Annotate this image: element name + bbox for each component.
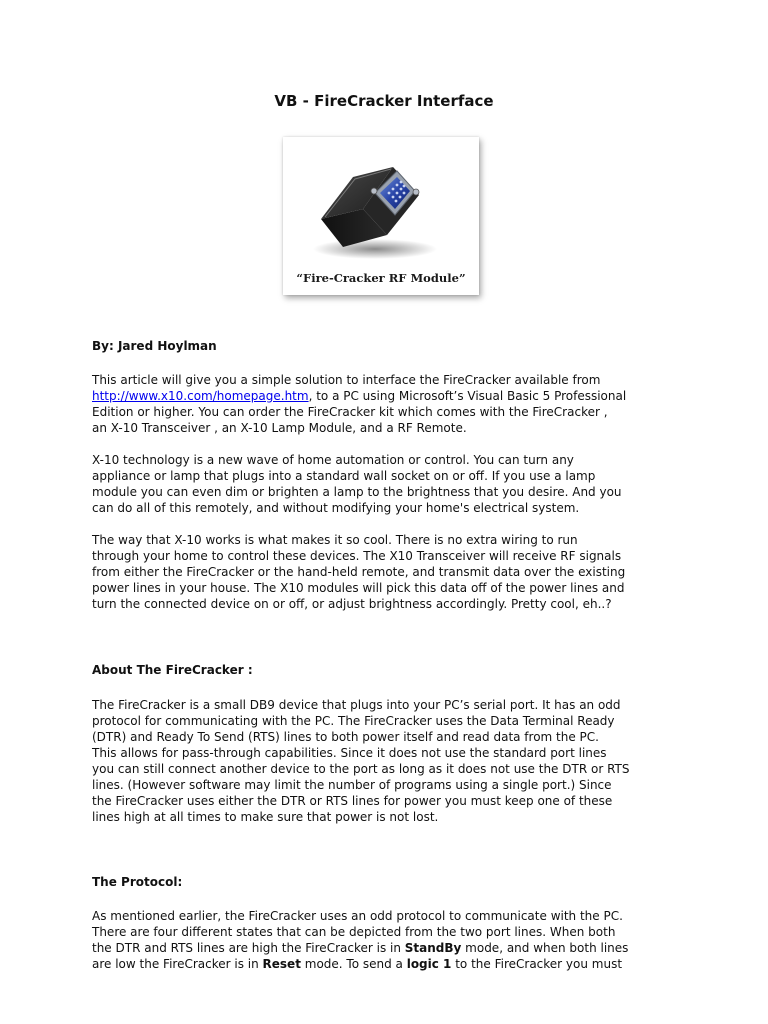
intro-paragraph	[92, 372, 692, 436]
intro-line-rest: , to a PC using Microsoft’s Visual Basic 5 Professional	[308, 389, 627, 403]
paragraph-line: the FireCracker uses either the DTR or RTS lines for power you must keep one of these	[92, 794, 613, 808]
paragraph-line: (DTR) and Ready To Send (RTS) lines to both power itself and read data from the PC.	[92, 730, 599, 744]
paragraph-line: you can still connect another device to the port as long as it does not use the DTR or RTS	[92, 762, 630, 776]
text-run: mode. To send a	[300, 957, 407, 971]
paragraph-line: from either the FireCracker or the hand-held remote, and transmit data over the existing	[92, 565, 626, 579]
about-paragraph	[92, 697, 692, 825]
intro-line-with-link	[92, 388, 692, 404]
author-byline: By: Jared Hoylman	[92, 339, 217, 353]
text-run: mode, and when both lines	[461, 941, 629, 955]
paragraph-line: power lines in your house. The X10 modules will pick this data off of the power lines and	[92, 581, 625, 595]
protocol-paragraph	[92, 908, 692, 972]
paragraph-line: lines high at all times to make sure that power is not lost.	[92, 810, 439, 824]
paragraph-line	[92, 940, 692, 956]
intro-line: Edition or higher. You can order the FireCracker kit which comes with the FireCracker ,	[92, 405, 608, 419]
text-run: to the FireCracker you must	[451, 957, 623, 971]
protocol-heading: The Protocol:	[92, 875, 183, 889]
paragraph-line	[92, 956, 692, 972]
intro-line: an X-10 Transceiver , an X-10 Lamp Module, and a RF Remote.	[92, 421, 467, 435]
page-title: VB - FireCracker Interface	[274, 92, 494, 110]
paragraph-line: X-10 technology is a new wave of home automation or control. You can turn any	[92, 453, 574, 467]
text-run: are low the FireCracker is in	[92, 957, 263, 971]
paragraph-line: As mentioned earlier, the FireCracker uses an odd protocol to communicate with the PC.	[92, 909, 623, 923]
about-heading: About The FireCracker :	[92, 663, 253, 677]
paragraph-line: appliance or lamp that plugs into a standard wall socket on or off. If you use a lamp	[92, 469, 596, 483]
x10-homepage-link[interactable]: http://www.x10.com/homepage.htm	[92, 389, 309, 403]
figure-caption: “Fire-Cracker RF Module”	[296, 271, 466, 285]
paragraph-line: through your home to control these devices. The X10 Transceiver will receive RF signals	[92, 549, 622, 563]
paragraph-line: lines. (However software may limit the number of programs using a single port.) Since	[92, 778, 612, 792]
standby-term: StandBy	[404, 941, 462, 955]
paragraph-line: The way that X-10 works is what makes it so cool. There is no extra wiring to run	[92, 533, 578, 547]
intro-line: This article will give you a simple solution to interface the FireCracker available from	[92, 373, 601, 387]
paragraph-line: turn the connected device on or off, or adjust brightness accordingly. Pretty cool, eh..?	[92, 597, 612, 611]
x10-technology-paragraph	[92, 452, 692, 516]
paragraph-line: can do all of this remotely, and without modifying your home's electrical system.	[92, 501, 580, 515]
paragraph-line: There are four different states that can be depicted from the two port lines. When both	[92, 925, 616, 939]
reset-term: Reset	[262, 957, 301, 971]
paragraph-line: The FireCracker is a small DB9 device that plugs into your PC’s serial port. It has an odd	[92, 698, 621, 712]
firecracker-figure	[283, 137, 479, 295]
text-run: the DTR and RTS lines are high the FireCracker is in	[92, 941, 405, 955]
logic-1-term: logic 1	[406, 957, 452, 971]
paragraph-line: module you can even dim or brighten a lamp to the brightness that you desire. And you	[92, 485, 622, 499]
how-x10-works-paragraph	[92, 532, 692, 612]
paragraph-line: protocol for communicating with the PC. The FireCracker uses the Data Terminal Ready	[92, 714, 615, 728]
paragraph-line: This allows for pass-through capabilities. Since it does not use the standard port lines	[92, 746, 607, 760]
